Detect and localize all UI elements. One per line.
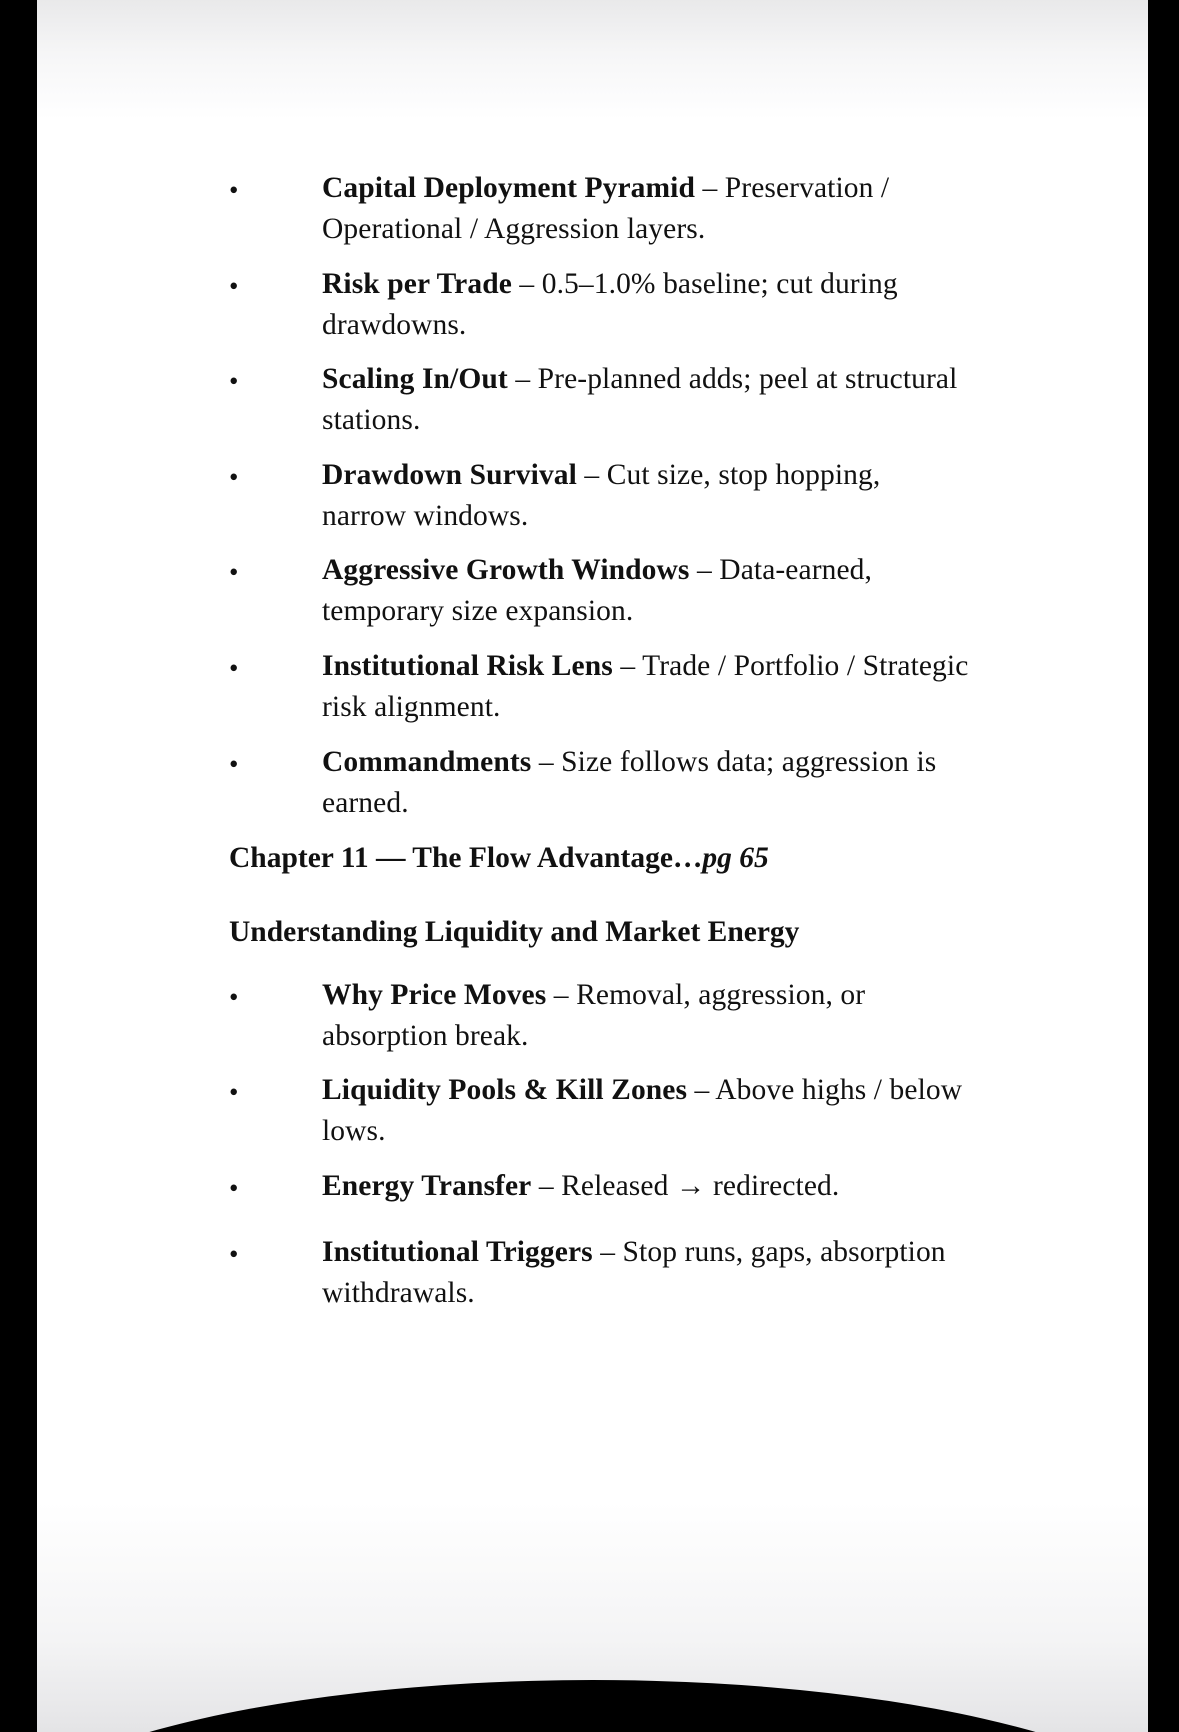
bullet-icon: •: [229, 982, 239, 1012]
bullet-icon: •: [229, 653, 239, 683]
list-item-desc: Above highs / below lows.: [322, 1074, 963, 1147]
list-item-desc: Data-earned, temporary size expansion.: [322, 554, 872, 627]
list-item-text: [322, 1166, 969, 1207]
list-item-text: [322, 550, 969, 632]
list-item-dash: –: [546, 979, 577, 1011]
list-item: [229, 455, 969, 537]
list-item-term: Aggressive Growth Windows: [322, 554, 690, 586]
list-item-dash: –: [612, 650, 643, 682]
list-item-desc: Stop runs, gaps, absorption withdrawals.: [322, 1236, 946, 1309]
list-item-dash: –: [592, 1236, 623, 1268]
bullet-icon: •: [229, 1239, 239, 1269]
list-item-desc: Pre-planned adds; peel at structural stations.: [322, 363, 958, 436]
list-item: [229, 646, 969, 728]
list-item-text: [322, 359, 969, 441]
list-item: [229, 975, 969, 1057]
bullet-icon: •: [229, 462, 239, 492]
list-item-text: [322, 646, 969, 728]
list-item-dash: –: [687, 1074, 716, 1106]
chapter-heading: [229, 838, 769, 878]
list-item-dash: –: [507, 363, 538, 395]
list-item-dash: –: [689, 554, 720, 586]
section-subheading: Understanding Liquidity and Market Energy: [229, 916, 800, 948]
list-item-dash: –: [511, 268, 542, 300]
list-item-dash: –: [531, 746, 562, 778]
list-item-desc: Size follows data; aggression is earned.: [322, 746, 937, 819]
list-item-term: Commandments: [322, 746, 532, 778]
list-item-desc: Cut size, stop hopping, narrow windows.: [322, 459, 881, 532]
list-item-text: [322, 264, 969, 346]
bullet-icon: •: [229, 557, 239, 587]
page-content: [37, 0, 1148, 1732]
list-item-term: Institutional Triggers: [322, 1236, 593, 1268]
list-item-dash: –: [531, 1170, 562, 1202]
list-item-desc: Preservation / Operational / Aggression layers.: [322, 172, 890, 245]
list-item-desc: Removal, aggression, or absorption break.: [322, 979, 866, 1052]
list-item-desc: 0.5–1.0% baseline; cut during drawdowns.: [322, 268, 898, 341]
list-item-term: Liquidity Pools & Kill Zones: [322, 1074, 688, 1106]
list-item: [229, 1232, 969, 1314]
bullet-icon: •: [229, 749, 239, 779]
list-item-dash: –: [694, 172, 725, 204]
document-page: [37, 0, 1148, 1732]
chapter-heading-title: Chapter 11 — The Flow Advantage…: [229, 842, 703, 874]
list-item-text: [322, 1070, 969, 1152]
list-item-term: Why Price Moves: [322, 979, 547, 1011]
list-item-text: [322, 455, 969, 537]
chapter-page-reference: pg 65: [702, 842, 769, 874]
list-item-desc: Trade / Portfolio / Strategic risk alignment.: [322, 650, 969, 723]
list-item-text: [322, 168, 969, 250]
list-item: [229, 168, 969, 250]
list-item: [229, 550, 969, 632]
list-item-text: [322, 975, 969, 1057]
list-item-text: [322, 1232, 969, 1314]
bullet-icon: •: [229, 1173, 239, 1203]
list-item: [229, 1166, 969, 1207]
bullet-icon: •: [229, 271, 239, 301]
list-item-term: Drawdown Survival: [322, 459, 577, 491]
list-item-text: [322, 742, 969, 824]
bullet-icon: •: [229, 366, 239, 396]
list-item-term: Energy Transfer: [322, 1170, 532, 1202]
bullet-icon: •: [229, 1077, 239, 1107]
bullet-icon: •: [229, 175, 239, 205]
list-item: [229, 359, 969, 441]
list-item-term: Risk per Trade: [322, 268, 512, 300]
list-item-term: Institutional Risk Lens: [322, 650, 613, 682]
list-item: [229, 1070, 969, 1152]
list-item-desc: Released → redirected.: [561, 1170, 840, 1202]
list-item: [229, 264, 969, 346]
list-item-dash: –: [576, 459, 607, 491]
list-item-term: Scaling In/Out: [322, 363, 508, 395]
list-item: [229, 742, 969, 824]
list-item-term: Capital Deployment Pyramid: [322, 172, 695, 204]
